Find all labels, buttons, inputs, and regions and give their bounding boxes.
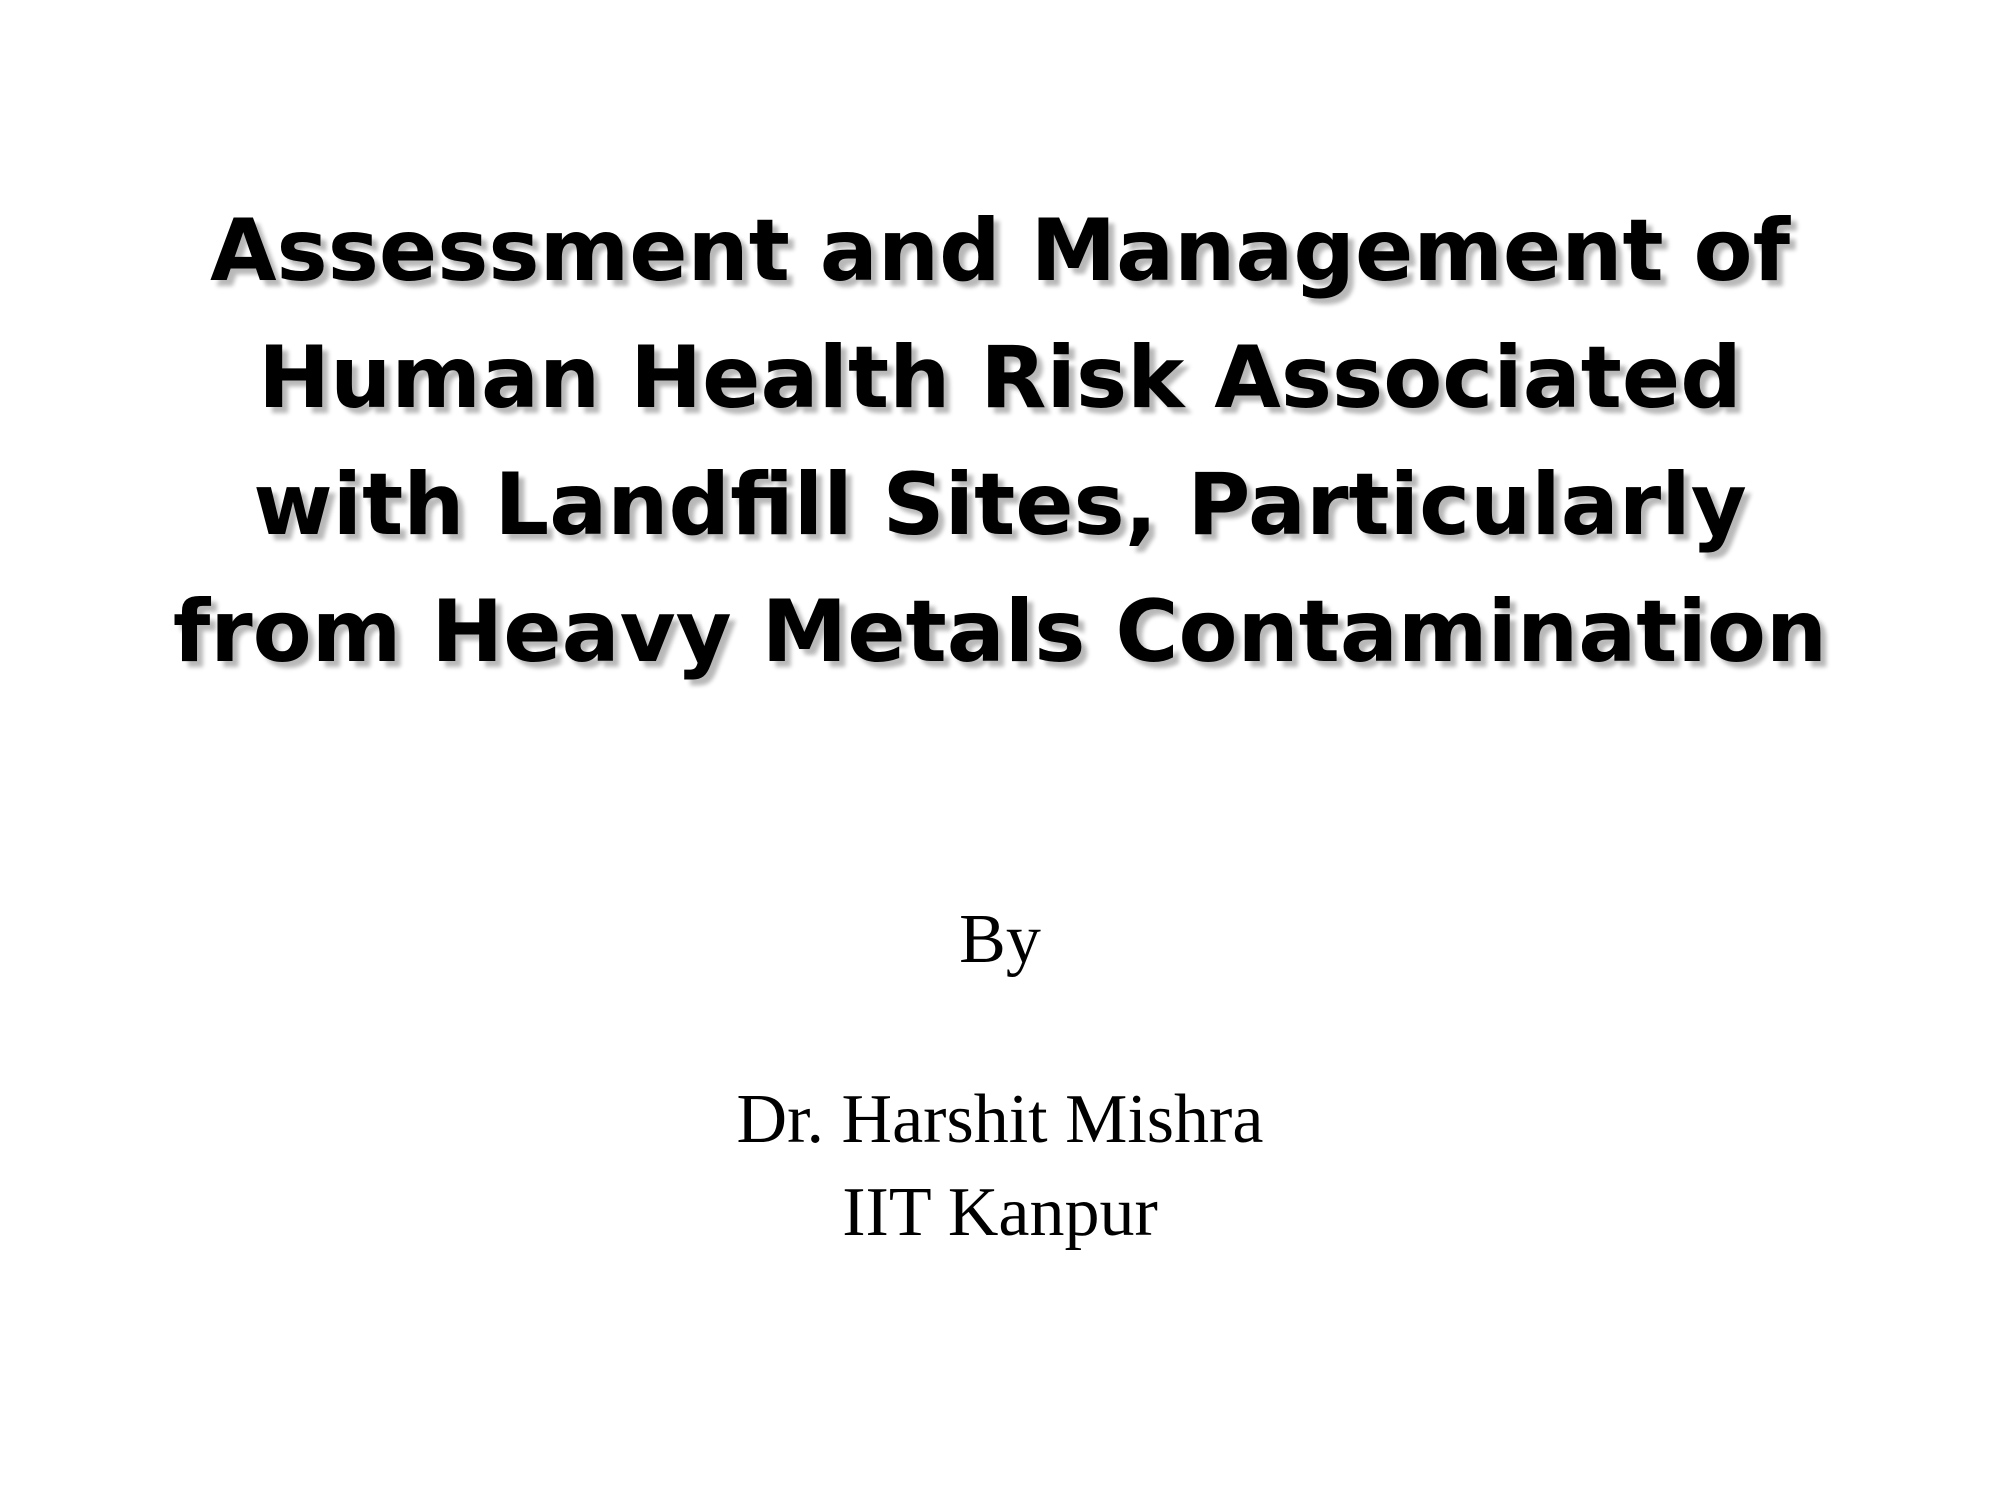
title-line-2: Human Health Risk Associated (258, 328, 1742, 428)
author-name: Dr. Harshit Mishra (736, 1081, 1264, 1158)
by-label: By (959, 901, 1041, 978)
title-line-4: from Heavy Metals Contamination (172, 582, 1828, 682)
slide-title (40, 188, 1960, 696)
title-line-3: with Landfill Sites, Particularly (253, 455, 1747, 555)
title-line-1: Assessment and Management of (209, 201, 1791, 301)
author-affiliation: IIT Kanpur (842, 1174, 1158, 1251)
